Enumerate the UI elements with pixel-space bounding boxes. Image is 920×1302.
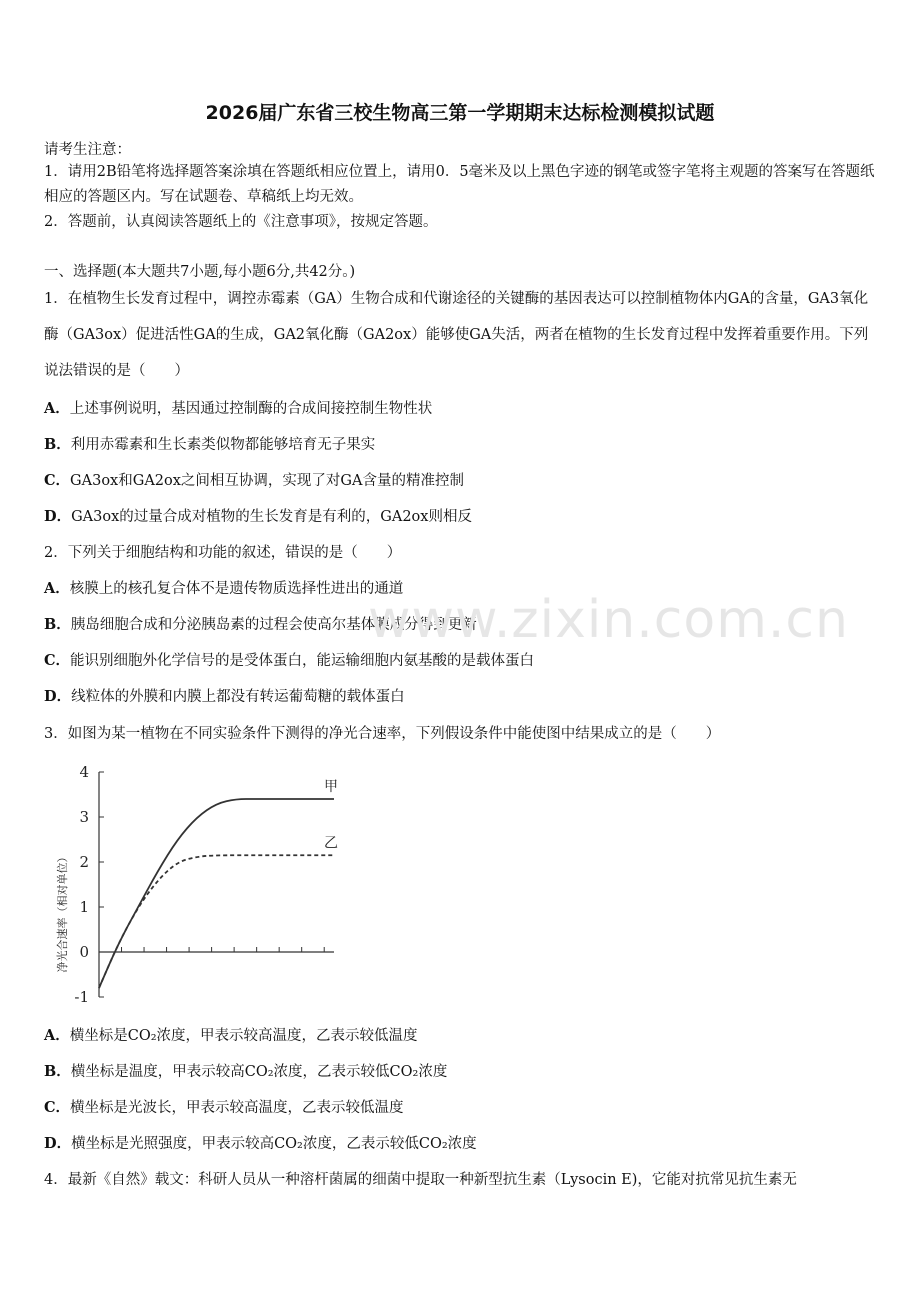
option-label: D． — [44, 688, 72, 705]
series-line-yi — [99, 855, 334, 988]
question-1-option-c — [44, 469, 464, 490]
option-label: D． — [44, 1135, 72, 1152]
question-2-option-a — [44, 577, 403, 598]
series-line-jia — [99, 799, 334, 988]
question-3-option-d — [44, 1132, 477, 1153]
question-1-option-d — [44, 505, 472, 526]
section-heading: 一、选择题(本大题共7小题,每小题6分,共42分。) — [44, 264, 356, 280]
option-text: 利用赤霉素和生长素类似物都能够培育无子果实 — [70, 437, 376, 453]
option-label: A． — [44, 580, 70, 597]
y-axis-label: 净光合速率（相对单位） — [56, 851, 69, 973]
net-photosynthesis-chart — [44, 752, 344, 1014]
series-label: 乙 — [324, 835, 338, 852]
y-tick-label: 1 — [79, 898, 89, 916]
question-2-option-c — [44, 649, 534, 670]
option-text: 能识别细胞外化学信号的是受体蛋白，能运输细胞内氨基酸的是载体蛋白 — [70, 653, 535, 669]
option-text: GA3ox和GA2ox之间相互协调，实现了对GA含量的精准控制 — [70, 473, 464, 489]
y-tick-label: -1 — [74, 988, 89, 1006]
question-3-option-c — [44, 1096, 404, 1117]
question-2-stem: 2．下列关于细胞结构和功能的叙述，错误的是（ ） — [44, 545, 402, 561]
option-label: B． — [44, 436, 71, 453]
option-text: 横坐标是光波长，甲表示较高温度，乙表示较低温度 — [70, 1100, 404, 1116]
y-tick-label: 3 — [79, 808, 89, 826]
notice-heading: 请考生注意： — [44, 142, 131, 158]
notice-item-2: 2．答题前，认真阅读答题纸上的《注意事项》，按规定答题。 — [44, 214, 438, 230]
watermark: www.zixin.com.cn — [368, 590, 849, 650]
option-label: A． — [44, 1027, 70, 1044]
question-1-option-b — [44, 433, 375, 454]
question-4-stem: 4．最新《自然》载文：科研人员从一种溶杆菌属的细菌中提取一种新型抗生素（Lysocin E)，它能对抗常见抗生素无 — [44, 1172, 797, 1188]
option-text: 横坐标是温度，甲表示较高CO₂浓度，乙表示较低CO₂浓度 — [70, 1064, 448, 1080]
option-text: GA3ox的过量合成对植物的生长发育是有利的，GA2ox则相反 — [71, 509, 472, 525]
option-label: C． — [44, 1099, 71, 1116]
option-text: 线粒体的外膜和内膜上都没有转运葡萄糖的载体蛋白 — [71, 689, 405, 705]
option-label: C． — [44, 472, 71, 489]
y-tick-label: 2 — [79, 853, 89, 871]
option-label: D． — [44, 508, 72, 525]
page-title: 2026届广东省三校生物高三第一学期期末达标检测模拟试题 — [205, 102, 715, 124]
series-label: 甲 — [324, 779, 338, 795]
notice-item-1: 1．请用2B铅笔将选择题答案涂填在答题纸相应位置上，请用0．5毫米及以上黑色字迹的钢笔或签字笔将主观题的答案写在答题纸相应的答题区内。写在试题卷、草稿纸上均无效。 — [44, 164, 875, 205]
question-2-option-d — [44, 685, 405, 706]
question-3-option-b — [44, 1060, 447, 1081]
option-label: A． — [44, 400, 70, 417]
question-1-stem: 1．在植物生长发育过程中，调控赤霉素（GA）生物合成和代谢途径的关键酶的基因表达可以控制植物体内GA的含量，GA3氧化酶（GA3ox）促进活性GA的生成，GA2氧化酶（GA2ox）能够使GA失活，两者在植物的生长发育过程中发挥着重要作用。下列说法错误的是（ ） — [44, 291, 869, 379]
option-label: B． — [44, 616, 71, 633]
question-3-option-a — [44, 1024, 418, 1045]
option-label: C． — [44, 652, 71, 669]
option-text: 上述事例说明，基因通过控制酶的合成间接控制生物性状 — [69, 401, 433, 417]
y-tick-label: 0 — [79, 943, 89, 961]
question-3-stem: 3．如图为某一植物在不同实验条件下测得的净光合速率，下列假设条件中能使图中结果成立的是（ ） — [44, 726, 721, 742]
question-2-option-b — [44, 613, 477, 634]
option-text: 核膜上的核孔复合体不是遗传物质选择性进出的通道 — [69, 581, 404, 597]
y-tick-label: 4 — [79, 763, 89, 781]
option-text: 胰岛细胞合成和分泌胰岛素的过程会使高尔基体膜成分得到更新 — [70, 617, 477, 633]
option-text: 横坐标是光照强度，甲表示较高CO₂浓度，乙表示较低CO₂浓度 — [71, 1136, 477, 1152]
option-label: B． — [44, 1063, 71, 1080]
question-1-option-a — [44, 397, 432, 418]
option-text: 横坐标是CO₂浓度，甲表示较高温度，乙表示较低温度 — [69, 1028, 418, 1044]
